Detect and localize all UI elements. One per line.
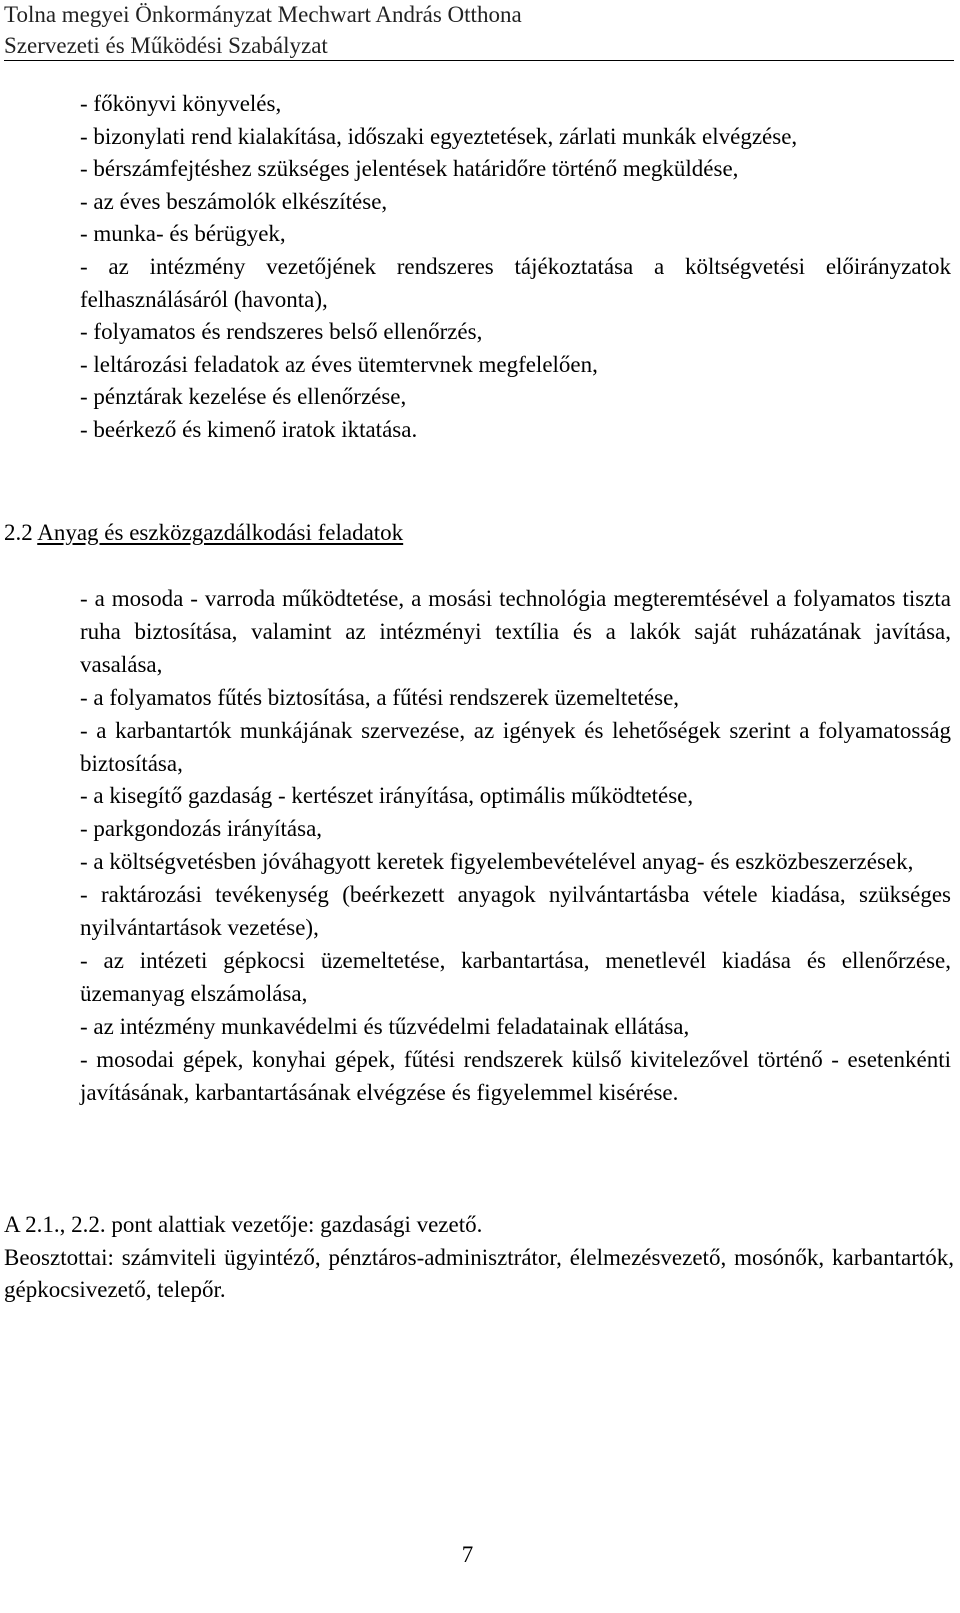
page-header xyxy=(4,0,954,61)
list-item: - bizonylati rend kialakítása, időszaki egyeztetések, zárlati munkák elvégzése, xyxy=(80,123,798,149)
responsibility-paragraph xyxy=(4,1209,954,1307)
section-heading xyxy=(4,517,403,549)
page-number: 7 xyxy=(461,1542,474,1567)
list-item: - főkönyvi könyvelés, xyxy=(80,91,282,116)
list-item: - az éves beszámolók elkészítése, xyxy=(80,188,388,214)
list-item: - folyamatos és rendszeres belső ellenőrzés, xyxy=(80,319,483,345)
list-item: - a folyamatos fűtés biztosítása, a fűtési rendszerek üzemeltetése, xyxy=(80,684,680,710)
list-item: - az intézmény munkavédelmi és tűzvédelmi feladatainak ellátása, xyxy=(80,1013,690,1039)
section-number: 2.2 xyxy=(4,520,33,545)
list-item: - leltározási feladatok az éves ütemtervnek megfelelően, xyxy=(80,351,598,377)
list-item: - az intézmény vezetőjének rendszeres tájékoztatása a költségvetési előirányzatok felhasználásáról (havonta), xyxy=(80,253,951,312)
document-title: Szervezeti és Működési Szabályzat xyxy=(4,31,954,61)
list-item: - bérszámfejtéshez szükséges jelentések határidőre történő megküldése, xyxy=(80,156,739,182)
institution-name: Tolna megyei Önkormányzat Mechwart András Otthona xyxy=(4,2,522,27)
list-item: - az intézeti gépkocsi üzemeltetése, karbantartása, menetlevél kiadása és ellenőrzése, üzemanyag elszámolása, xyxy=(80,947,951,1006)
list-item: - a karbantartók munkájának szervezése, az igények és lehetőségek szerint a folyamatosság biztosítása, xyxy=(80,717,951,776)
leader-line: A 2.1., 2.2. pont alattiak vezetője: gazdasági vezető. xyxy=(4,1212,483,1237)
list-item: - parkgondozás irányítása, xyxy=(80,816,323,842)
task-list-2-2 xyxy=(80,583,951,1110)
list-item: - a mosoda - varroda működtetése, a mosási technológia megteremtésével a folyamatos tiszta ruha biztosítása, valamint az intézményi textília és a lakók saját ruházatának javítása, vasalása, xyxy=(80,586,951,677)
section-title: Anyag és eszközgazdálkodási feladatok xyxy=(37,520,404,545)
list-item: - beérkező és kimenő iratok iktatása. xyxy=(80,416,418,442)
list-item: - a költségvetésben jóváhagyott keretek figyelembevételével anyag- és eszközbeszerzések, xyxy=(80,849,914,875)
task-list-2-1 xyxy=(80,88,951,447)
list-item: - mosodai gépek, konyhai gépek, fűtési rendszerek külső kivitelezővel történő - esetenkénti javításának, karbantartásának elvégzése és figyelemmel kisérése. xyxy=(80,1046,951,1105)
list-item: - pénztárak kezelése és ellenőrzése, xyxy=(80,384,407,410)
list-item: - raktározási tevékenység (beérkezett anyagok nyilvántartásba vétele kiadása, szükséges nyilvántartások vezetése), xyxy=(80,882,951,941)
list-item: - a kisegítő gazdaság - kertészet irányítása, optimális működtetése, xyxy=(80,783,694,809)
list-item: - munka- és bérügyek, xyxy=(80,221,286,247)
staff-line: Beosztottai: számviteli ügyintéző, pénztáros-adminisztrátor, élelmezésvezető, mosónők, karbantartók, gépkocsivezető, telepőr. xyxy=(4,1244,954,1302)
